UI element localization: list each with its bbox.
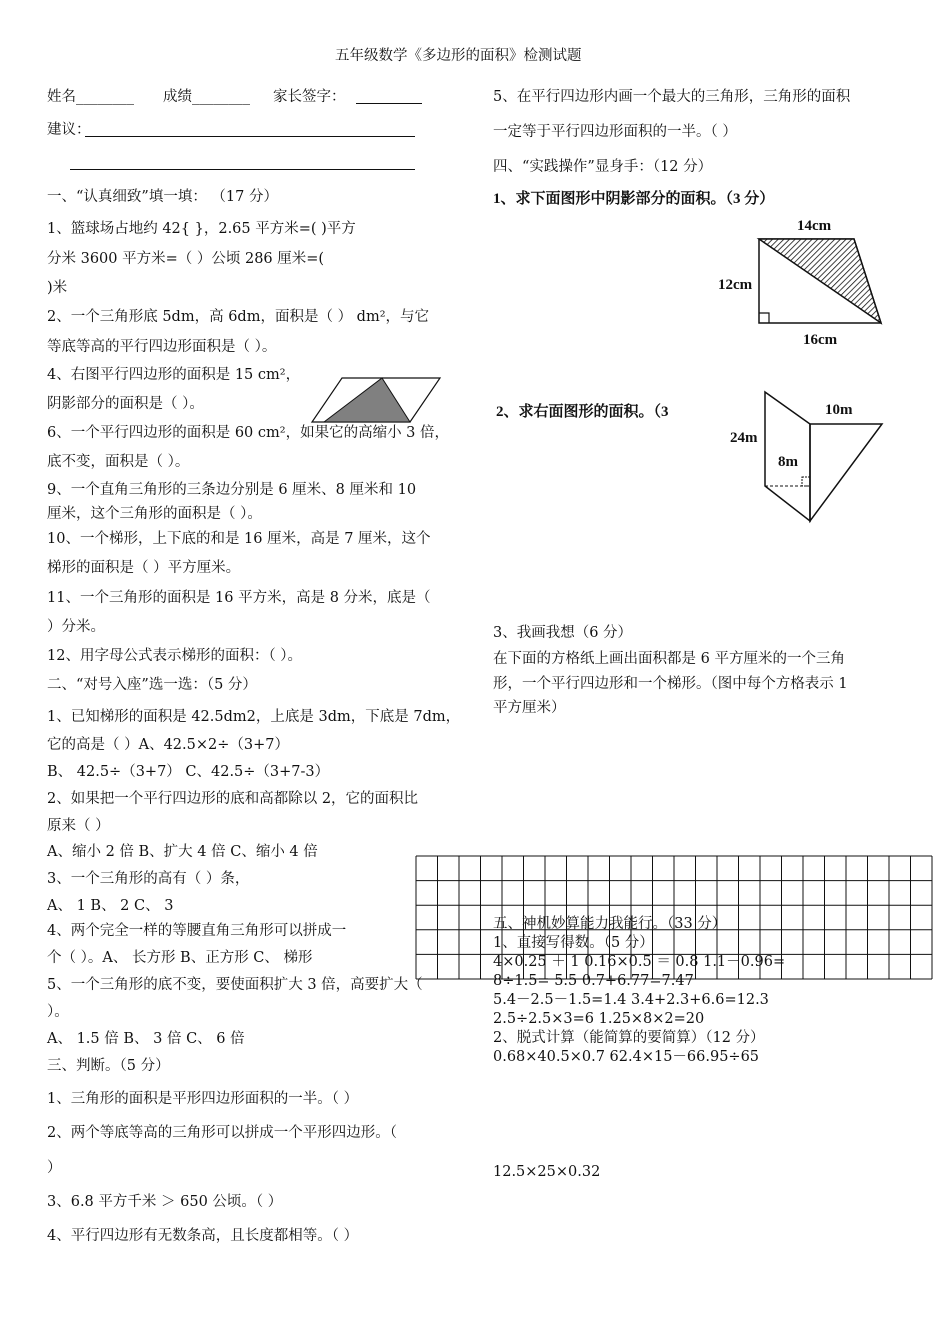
s5-q2: 2、脱式计算（能简算的要简算）（12 分） [493, 1030, 765, 1046]
s2-q3-line1: 3、一个三角形的高有（ ）条， [47, 871, 250, 887]
s2-q5-line1: 5、一个三角形的底不变，要使面积扩大 3 倍，高要扩大（ [47, 977, 423, 993]
s2-q5-options: A、 1.5 倍 B、 3 倍 C、 6 倍 [47, 1031, 245, 1047]
s2-q4-line1: 4、两个完全一样的等腰直角三角形可以拼成一 [47, 923, 347, 939]
s4-q1: 1、求下面图形中阴影部分的面积。（3 分） [493, 191, 775, 207]
section4-title: 四、“实践操作”显身手：（12 分） [493, 159, 713, 175]
s1-q4-line2: 阴影部分的面积是（ ）。 [47, 396, 204, 412]
section3-title: 三、判断。（5 分） [47, 1058, 170, 1074]
s1-q11-line1: 11、一个三角形的面积是 16 平方米，高是 8 分米，底是（ [47, 590, 431, 606]
composite-figure [755, 385, 890, 525]
s3-q2-line1: 2、两个等底等高的三角形可以拼成一个平形四边形。（ [47, 1125, 397, 1141]
s3-q5-line1: 5、在平行四边形内画一个最大的三角形，三角形的面积 [493, 89, 851, 105]
s4-q3: 3、我画我想（6 分） [493, 625, 633, 641]
fig1-bottom-label: 16cm [803, 332, 838, 348]
s1-q4-line1: 4、右图平行四边形的面积是 15 cm²， [47, 367, 301, 383]
s2-q2-line1: 2、如果把一个平行四边形的底和高都除以 2，它的面积比 [47, 791, 419, 807]
s2-q3-options: A、 1 B、 2 C、 3 [47, 898, 174, 914]
s2-q1-line1: 1、已知梯形的面积是 42.5dm2，上底是 3dm，下底是 7dm， [47, 709, 461, 725]
fig1-left-label: 12cm [718, 277, 753, 293]
s5-row4: 2.5÷2.5×3=6 1.25×8×2=20 [493, 1011, 705, 1027]
s3-q1: 1、三角形的面积是平形四边形面积的一半。（ ） [47, 1091, 359, 1107]
s2-q1-line2: 它的高是（ ）A、42.5×2÷（3+7） [47, 737, 289, 753]
s5-row3: 5.4－2.5－1.5=1.4 3.4+2.3+6.6=12.3 [493, 992, 769, 1008]
s1-q2-line2: 等底等高的平行四边形面积是（ ）。 [47, 339, 277, 355]
section5-title: 五、神机妙算能力我能行。（33 分） [493, 916, 727, 932]
fig2-top-label: 10m [825, 402, 853, 418]
advice-label: 建议： [47, 122, 91, 138]
s4-q2: 2、求右面图形的面积。（3 [496, 404, 669, 420]
s1-q2-line1: 2、一个三角形底 5dm，高 6dm，面积是（ ） dm²，与它 [47, 309, 430, 325]
s3-q2-line2: ） [47, 1160, 62, 1176]
s5-row5: 0.68×40.5×0.7 62.4×15－66.95÷65 [493, 1049, 760, 1065]
s2-q4-line2: 个（ ）。A、 长方形 B、正方形 C、 梯形 [47, 950, 313, 966]
s1-q11-line2: ）分米。 [47, 619, 105, 635]
parent-sign-line[interactable] [356, 102, 422, 104]
s3-q5-line2: 一定等于平行四边形面积的一半。（ ） [493, 124, 737, 140]
advice-line-2[interactable] [70, 168, 415, 170]
section2-title: 二、“对号入座”选一选：（5 分） [47, 677, 257, 693]
fig2-left-label: 24m [730, 430, 758, 446]
s5-row2: 8÷1.5= 5.5 0.7+6.77=7.47 [493, 973, 694, 989]
s3-q4: 4、平行四边形有无数条高，且长度都相等。（ ） [47, 1228, 359, 1244]
parallelogram-figure [312, 376, 442, 426]
section1-title: 一、“认真细致”填一填： （17 分） [47, 189, 278, 205]
s4-q3-line2: 形，一个平行四边形和一个梯形。（图中每个方格表示 1 [493, 676, 848, 692]
fig1-top-label: 14cm [797, 218, 832, 234]
s5-row6: 12.5×25×0.32 [493, 1164, 601, 1180]
name-field[interactable]: 姓名________ [47, 89, 134, 105]
s2-q2-options: A、缩小 2 倍 B、扩大 4 倍 C、缩小 4 倍 [47, 844, 318, 860]
s1-q9-line1: 9、一个直角三角形的三条边分别是 6 厘米、8 厘米和 10 [47, 482, 417, 498]
s1-q12: 12、用字母公式表示梯形的面积：（ ）。 [47, 648, 303, 664]
advice-line-1[interactable] [85, 135, 415, 137]
s2-q1-line3: B、 42.5÷（3+7） C、42.5÷（3+7-3） [47, 764, 330, 780]
s5-q1: 1、直接写得数。（5 分） [493, 935, 654, 951]
fig2-mid-label: 8m [778, 454, 798, 470]
s5-row1: 4×0.25 ＋ 1 0.16×0.5 ＝ 0.8 1.1－0.96= [493, 954, 786, 970]
s1-q10-line2: 梯形的面积是（ ）平方厘米。 [47, 560, 241, 576]
s1-q6-line1: 6、一个平行四边形的面积是 60 cm²，如果它的高缩小 3 倍， [47, 425, 450, 441]
s1-q6-line2: 底不变，面积是（ ）。 [47, 454, 190, 470]
page-title: 五年级数学《多边形的面积》检测试题 [335, 48, 582, 64]
s1-q1-line1: 1、篮球场占地约 42{ }，2.65 平方米=( )平方 [47, 221, 356, 237]
s1-q1-line2: 分米 3600 平方米=（ ）公顷 286 厘米=( [47, 251, 325, 267]
score-field[interactable]: 成绩________ [163, 89, 250, 105]
s3-q3: 3、6.8 平方千米 ＞ 650 公顷。（ ） [47, 1194, 283, 1210]
s2-q5-line2: ）。 [47, 1004, 69, 1020]
s1-q9-line2: 厘米，这个三角形的面积是（ ）。 [47, 506, 262, 522]
s4-q3-line1: 在下面的方格纸上画出面积都是 6 平方厘米的一个三角 [493, 651, 845, 667]
s1-q10-line1: 10、一个梯形，上下底的和是 16 厘米，高是 7 厘米，这个 [47, 531, 431, 547]
s2-q2-line2: 原来（ ） [47, 818, 110, 834]
parent-sign-label: 家长签字： [273, 89, 346, 105]
s1-q1-line3: )米 [47, 280, 68, 296]
s4-q3-line3: 平方厘米） [493, 700, 566, 716]
